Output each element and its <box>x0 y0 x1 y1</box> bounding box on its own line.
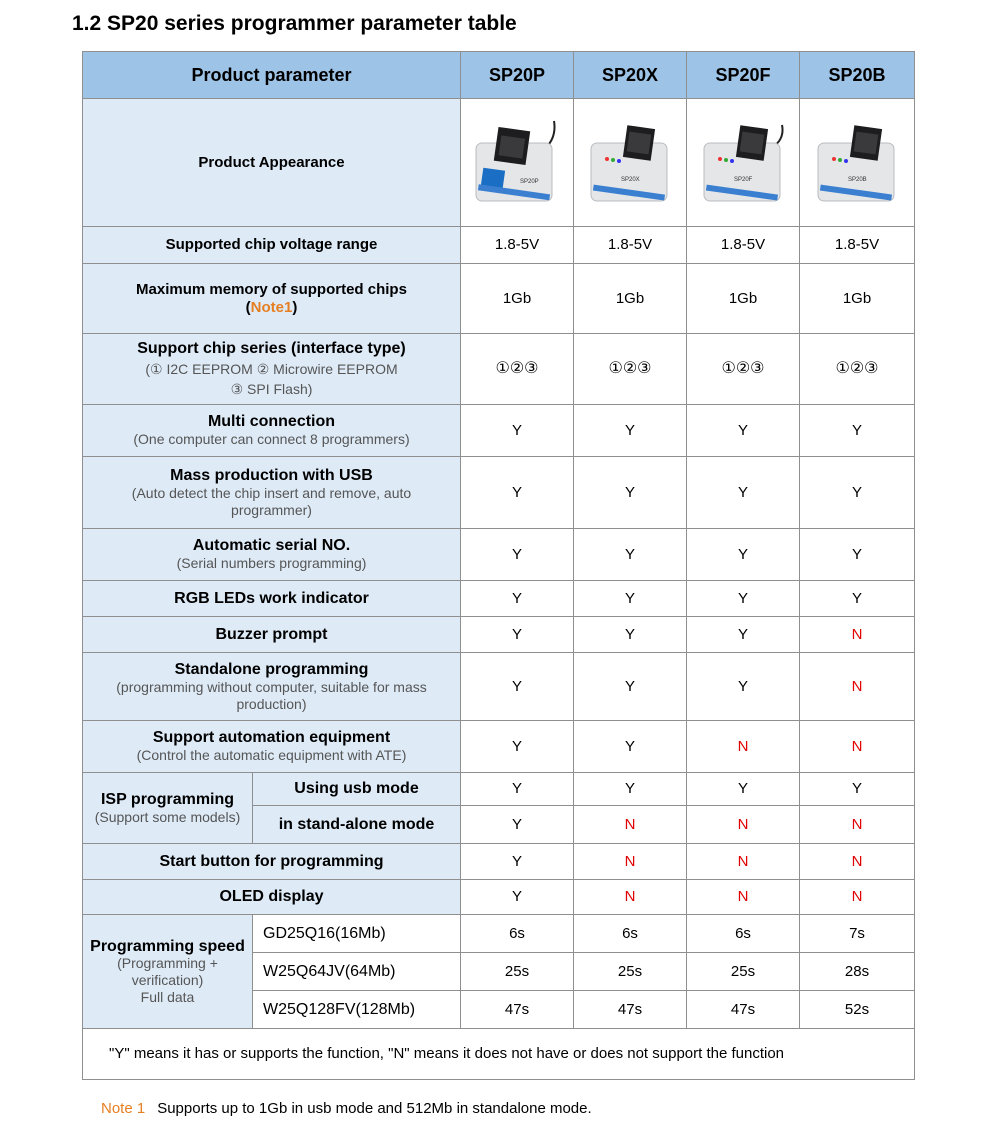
value-cell: 1Gb <box>800 264 915 334</box>
value-cell: Y <box>461 529 574 581</box>
value-cell: 1.8-5V <box>800 227 915 264</box>
device-image <box>800 99 915 227</box>
label-start: Start button for programming <box>83 844 461 880</box>
value-cell: 1Gb <box>574 264 687 334</box>
value-cell: N <box>574 806 687 844</box>
label-automation-sub: (Control the automatic equipment with ATE) <box>136 747 407 763</box>
row-multi <box>83 405 915 457</box>
row-standalone <box>83 653 915 721</box>
label-mass <box>83 457 461 529</box>
label-speed-text: Programming speed <box>90 937 245 955</box>
value-cell: 6s <box>461 915 574 953</box>
value-cell: N <box>687 806 800 844</box>
label-serial-sub: (Serial numbers programming) <box>176 555 367 571</box>
page-title: 1.2 SP20 series programmer parameter table <box>72 12 517 35</box>
row-memory <box>83 264 915 334</box>
value-cell: N <box>800 806 915 844</box>
paren: ) <box>292 298 298 316</box>
value-cell: 52s <box>800 991 915 1029</box>
header-model: SP20X <box>574 52 687 99</box>
value-cell: Y <box>687 405 800 457</box>
value-cell: ①②③ <box>800 334 915 405</box>
value-cell: 6s <box>574 915 687 953</box>
label-mass-text: Mass production with USB <box>170 466 373 484</box>
header-model: SP20F <box>687 52 800 99</box>
value-cell: Y <box>461 581 574 617</box>
row-start <box>83 844 915 880</box>
device-label: SP20X <box>621 176 640 183</box>
value-cell: Y <box>574 457 687 529</box>
value-cell: Y <box>574 617 687 653</box>
note-reference: Note1 <box>250 298 293 316</box>
label-appearance: Product Appearance <box>83 99 461 227</box>
value-cell: 28s <box>800 953 915 991</box>
value-cell: Y <box>461 773 574 806</box>
parameter-table <box>82 51 915 1080</box>
value-cell: N <box>687 844 800 880</box>
row-serial <box>83 529 915 581</box>
value-cell: Y <box>461 806 574 844</box>
value-cell: ①②③ <box>574 334 687 405</box>
label-standalone-text: Standalone programming <box>174 660 369 678</box>
value-cell: 1.8-5V <box>461 227 574 264</box>
header-param: Product parameter <box>83 52 461 99</box>
footnote-text: Supports up to 1Gb in usb mode and 512Mb in standalone mode. <box>157 1100 592 1117</box>
label-oled: OLED display <box>83 880 461 915</box>
device-sp20p-icon <box>472 113 562 213</box>
value-cell: Y <box>461 721 574 773</box>
device-sp20x-icon <box>585 113 675 213</box>
value-cell: 1.8-5V <box>574 227 687 264</box>
value-cell: 25s <box>687 953 800 991</box>
value-cell: 47s <box>574 991 687 1029</box>
value-cell: Y <box>461 457 574 529</box>
row-mass <box>83 457 915 529</box>
row-speed-1 <box>83 915 915 953</box>
label-memory <box>83 264 461 334</box>
value-cell: Y <box>574 405 687 457</box>
value-cell: Y <box>574 529 687 581</box>
value-cell: Y <box>574 581 687 617</box>
value-cell: 6s <box>687 915 800 953</box>
device-image <box>687 99 800 227</box>
label-isp-usb: Using usb mode <box>253 773 461 806</box>
value-cell: N <box>574 880 687 915</box>
footnote-label: Note 1 <box>101 1100 146 1117</box>
value-cell: Y <box>574 721 687 773</box>
label-isp-text: ISP programming <box>100 790 235 808</box>
value-cell: Y <box>687 617 800 653</box>
value-cell: N <box>574 844 687 880</box>
row-automation <box>83 721 915 773</box>
value-cell: Y <box>800 581 915 617</box>
label-voltage: Supported chip voltage range <box>83 227 461 264</box>
label-automation <box>83 721 461 773</box>
value-cell: 47s <box>687 991 800 1029</box>
value-cell: 1Gb <box>687 264 800 334</box>
value-cell: Y <box>461 880 574 915</box>
value-cell: N <box>800 721 915 773</box>
value-cell: N <box>687 721 800 773</box>
label-standalone-sub: (programming without computer, suitable for mass production) <box>116 678 427 712</box>
label-buzzer: Buzzer prompt <box>83 617 461 653</box>
value-cell: N <box>800 844 915 880</box>
value-cell: Y <box>574 653 687 721</box>
footnote <box>101 1100 592 1117</box>
device-label: SP20P <box>520 178 539 185</box>
value-cell: Y <box>800 773 915 806</box>
device-sp20f-icon <box>698 113 788 213</box>
row-isp-usb <box>83 773 915 806</box>
value-cell: N <box>800 617 915 653</box>
label-mass-sub: (Auto detect the chip insert and remove, auto programmer) <box>131 484 412 518</box>
label-serial <box>83 529 461 581</box>
label-series <box>83 334 461 405</box>
label-multi-text: Multi connection <box>207 413 336 430</box>
label-rgb: RGB LEDs work indicator <box>83 581 461 617</box>
label-automation-text: Support automation equipment <box>152 729 391 746</box>
device-sp20b-icon <box>812 113 902 213</box>
label-isp-sub: (Support some models) <box>94 808 241 825</box>
value-cell: Y <box>461 405 574 457</box>
value-cell: Y <box>687 653 800 721</box>
label-series-sub: (① I2C EEPROM ② Microwire EEPROM <box>145 361 398 377</box>
value-cell: Y <box>687 457 800 529</box>
label-speed <box>83 915 253 1029</box>
value-cell: ①②③ <box>687 334 800 405</box>
value-cell: Y <box>687 529 800 581</box>
value-cell: 47s <box>461 991 574 1029</box>
label-isp-alone: in stand-alone mode <box>253 806 461 844</box>
row-rgb <box>83 581 915 617</box>
legend-text: "Y" means it has or supports the function, "N" means it does not have or does not support the function <box>83 1029 915 1080</box>
row-voltage <box>83 227 915 264</box>
row-buzzer <box>83 617 915 653</box>
row-series <box>83 334 915 405</box>
label-standalone <box>83 653 461 721</box>
value-cell: Y <box>574 773 687 806</box>
device-label: SP20B <box>848 176 867 183</box>
device-image <box>461 99 574 227</box>
value-cell: Y <box>800 457 915 529</box>
value-cell: N <box>687 880 800 915</box>
value-cell: 7s <box>800 915 915 953</box>
value-cell: 25s <box>461 953 574 991</box>
value-cell: ①②③ <box>461 334 574 405</box>
value-cell: 1.8-5V <box>687 227 800 264</box>
value-cell: Y <box>461 653 574 721</box>
label-series-sub: ③ SPI Flash) <box>230 381 313 397</box>
value-cell: Y <box>800 405 915 457</box>
paren: ( <box>245 298 251 316</box>
value-cell: 25s <box>574 953 687 991</box>
value-cell: Y <box>687 581 800 617</box>
label-serial-text: Automatic serial NO. <box>192 537 351 554</box>
value-cell: Y <box>687 773 800 806</box>
label-multi <box>83 405 461 457</box>
value-cell: N <box>800 653 915 721</box>
value-cell: N <box>800 880 915 915</box>
row-legend <box>83 1029 915 1080</box>
label-speed-sub: Full data <box>140 988 195 1005</box>
value-cell: Y <box>461 617 574 653</box>
header-model: SP20B <box>800 52 915 99</box>
value-cell: Y <box>800 529 915 581</box>
label-multi-sub: (One computer can connect 8 programmers) <box>133 431 410 447</box>
value-cell: Y <box>461 844 574 880</box>
device-label: SP20F <box>734 176 753 183</box>
label-isp <box>83 773 253 844</box>
label-memory-text: Maximum memory of supported chips <box>136 280 407 298</box>
row-oled <box>83 880 915 915</box>
value-cell: 1Gb <box>461 264 574 334</box>
device-image <box>574 99 687 227</box>
header-model: SP20P <box>461 52 574 99</box>
header-row <box>83 52 915 99</box>
speed-chip: W25Q128FV(128Mb) <box>253 991 461 1029</box>
speed-chip: W25Q64JV(64Mb) <box>253 953 461 991</box>
speed-chip: GD25Q16(16Mb) <box>253 915 461 953</box>
label-series-text: Support chip series (interface type) <box>137 340 406 357</box>
row-appearance <box>83 99 915 227</box>
label-speed-sub: (Programming + verification) <box>117 954 218 988</box>
